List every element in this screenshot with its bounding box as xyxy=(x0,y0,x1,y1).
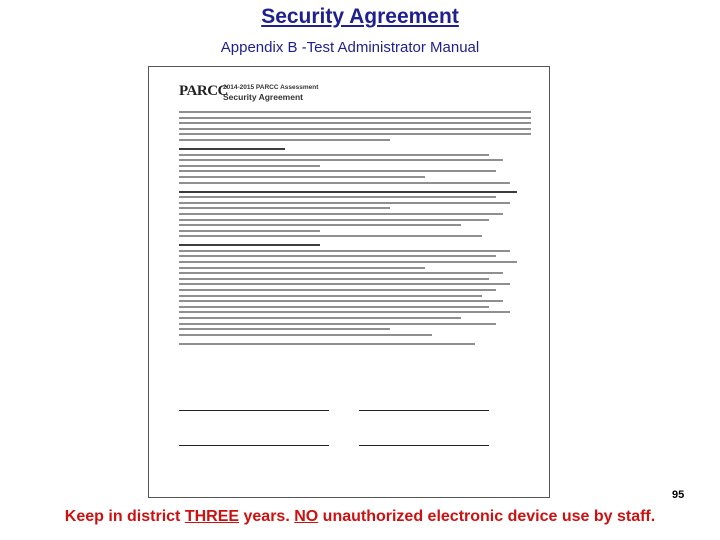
document-text-line xyxy=(179,176,425,178)
footer-part1: Keep in district xyxy=(64,508,185,525)
signature-line-role xyxy=(359,410,489,411)
document-text-line xyxy=(179,283,510,285)
document-text-line xyxy=(179,182,510,184)
document-text-line xyxy=(179,323,496,325)
document-text-line xyxy=(179,165,320,167)
document-text-line xyxy=(179,255,496,257)
document-text-line xyxy=(179,219,489,221)
footer-emphasis-three: THREE xyxy=(184,508,240,525)
document-text-line xyxy=(179,117,531,119)
signature-line-school xyxy=(179,445,329,446)
document-header-line2: Security Agreement xyxy=(223,92,303,102)
document-text-line xyxy=(179,196,496,198)
document-text-line xyxy=(179,267,425,269)
document-text-line xyxy=(179,111,531,113)
document-text-line xyxy=(179,295,482,297)
signature-line-name xyxy=(179,410,329,411)
document-text-line xyxy=(179,289,496,291)
document-text-line xyxy=(179,122,531,124)
document-text-line xyxy=(179,139,390,141)
page-title: Security Agreement xyxy=(261,5,459,28)
document-text-line xyxy=(179,317,461,319)
document-text-line xyxy=(179,213,503,215)
document-text-line xyxy=(179,128,531,130)
document-text-line xyxy=(179,311,510,313)
document-text-line xyxy=(179,250,510,252)
parcc-logo: PARCC xyxy=(179,83,228,99)
document-text-line xyxy=(179,334,432,336)
document-text-line xyxy=(179,306,489,308)
document-text-line xyxy=(179,278,489,280)
document-text-line xyxy=(179,224,461,226)
document-text-line xyxy=(179,170,496,172)
document-text-line xyxy=(179,261,517,263)
document-text-line xyxy=(179,191,517,193)
document-text-line xyxy=(179,148,285,150)
document-text-line xyxy=(179,328,390,330)
document-body-text xyxy=(179,111,531,348)
document-text-line xyxy=(179,207,390,209)
document-text-line xyxy=(179,235,482,237)
document-text-line xyxy=(179,159,503,161)
footer-note xyxy=(0,508,720,526)
document-text-line xyxy=(179,244,320,246)
document-text-line xyxy=(179,343,475,345)
document-text-line xyxy=(179,300,503,302)
footer-part3: unauthorized electronic device use by staff. xyxy=(318,508,656,525)
document-text-line xyxy=(179,154,489,156)
document-header-line1: 2014-2015 PARCC Assessment xyxy=(223,84,319,91)
page-subtitle: Appendix B -Test Administrator Manual xyxy=(220,39,480,56)
document-text-line xyxy=(179,202,510,204)
signature-line-date xyxy=(359,445,489,446)
document-text-line xyxy=(179,133,531,135)
page-number: 95 xyxy=(672,489,685,501)
security-agreement-document xyxy=(148,66,550,498)
footer-emphasis-no: NO xyxy=(294,508,319,525)
footer-part2: years. xyxy=(239,508,295,525)
document-text-line xyxy=(179,272,503,274)
document-text-line xyxy=(179,230,320,232)
